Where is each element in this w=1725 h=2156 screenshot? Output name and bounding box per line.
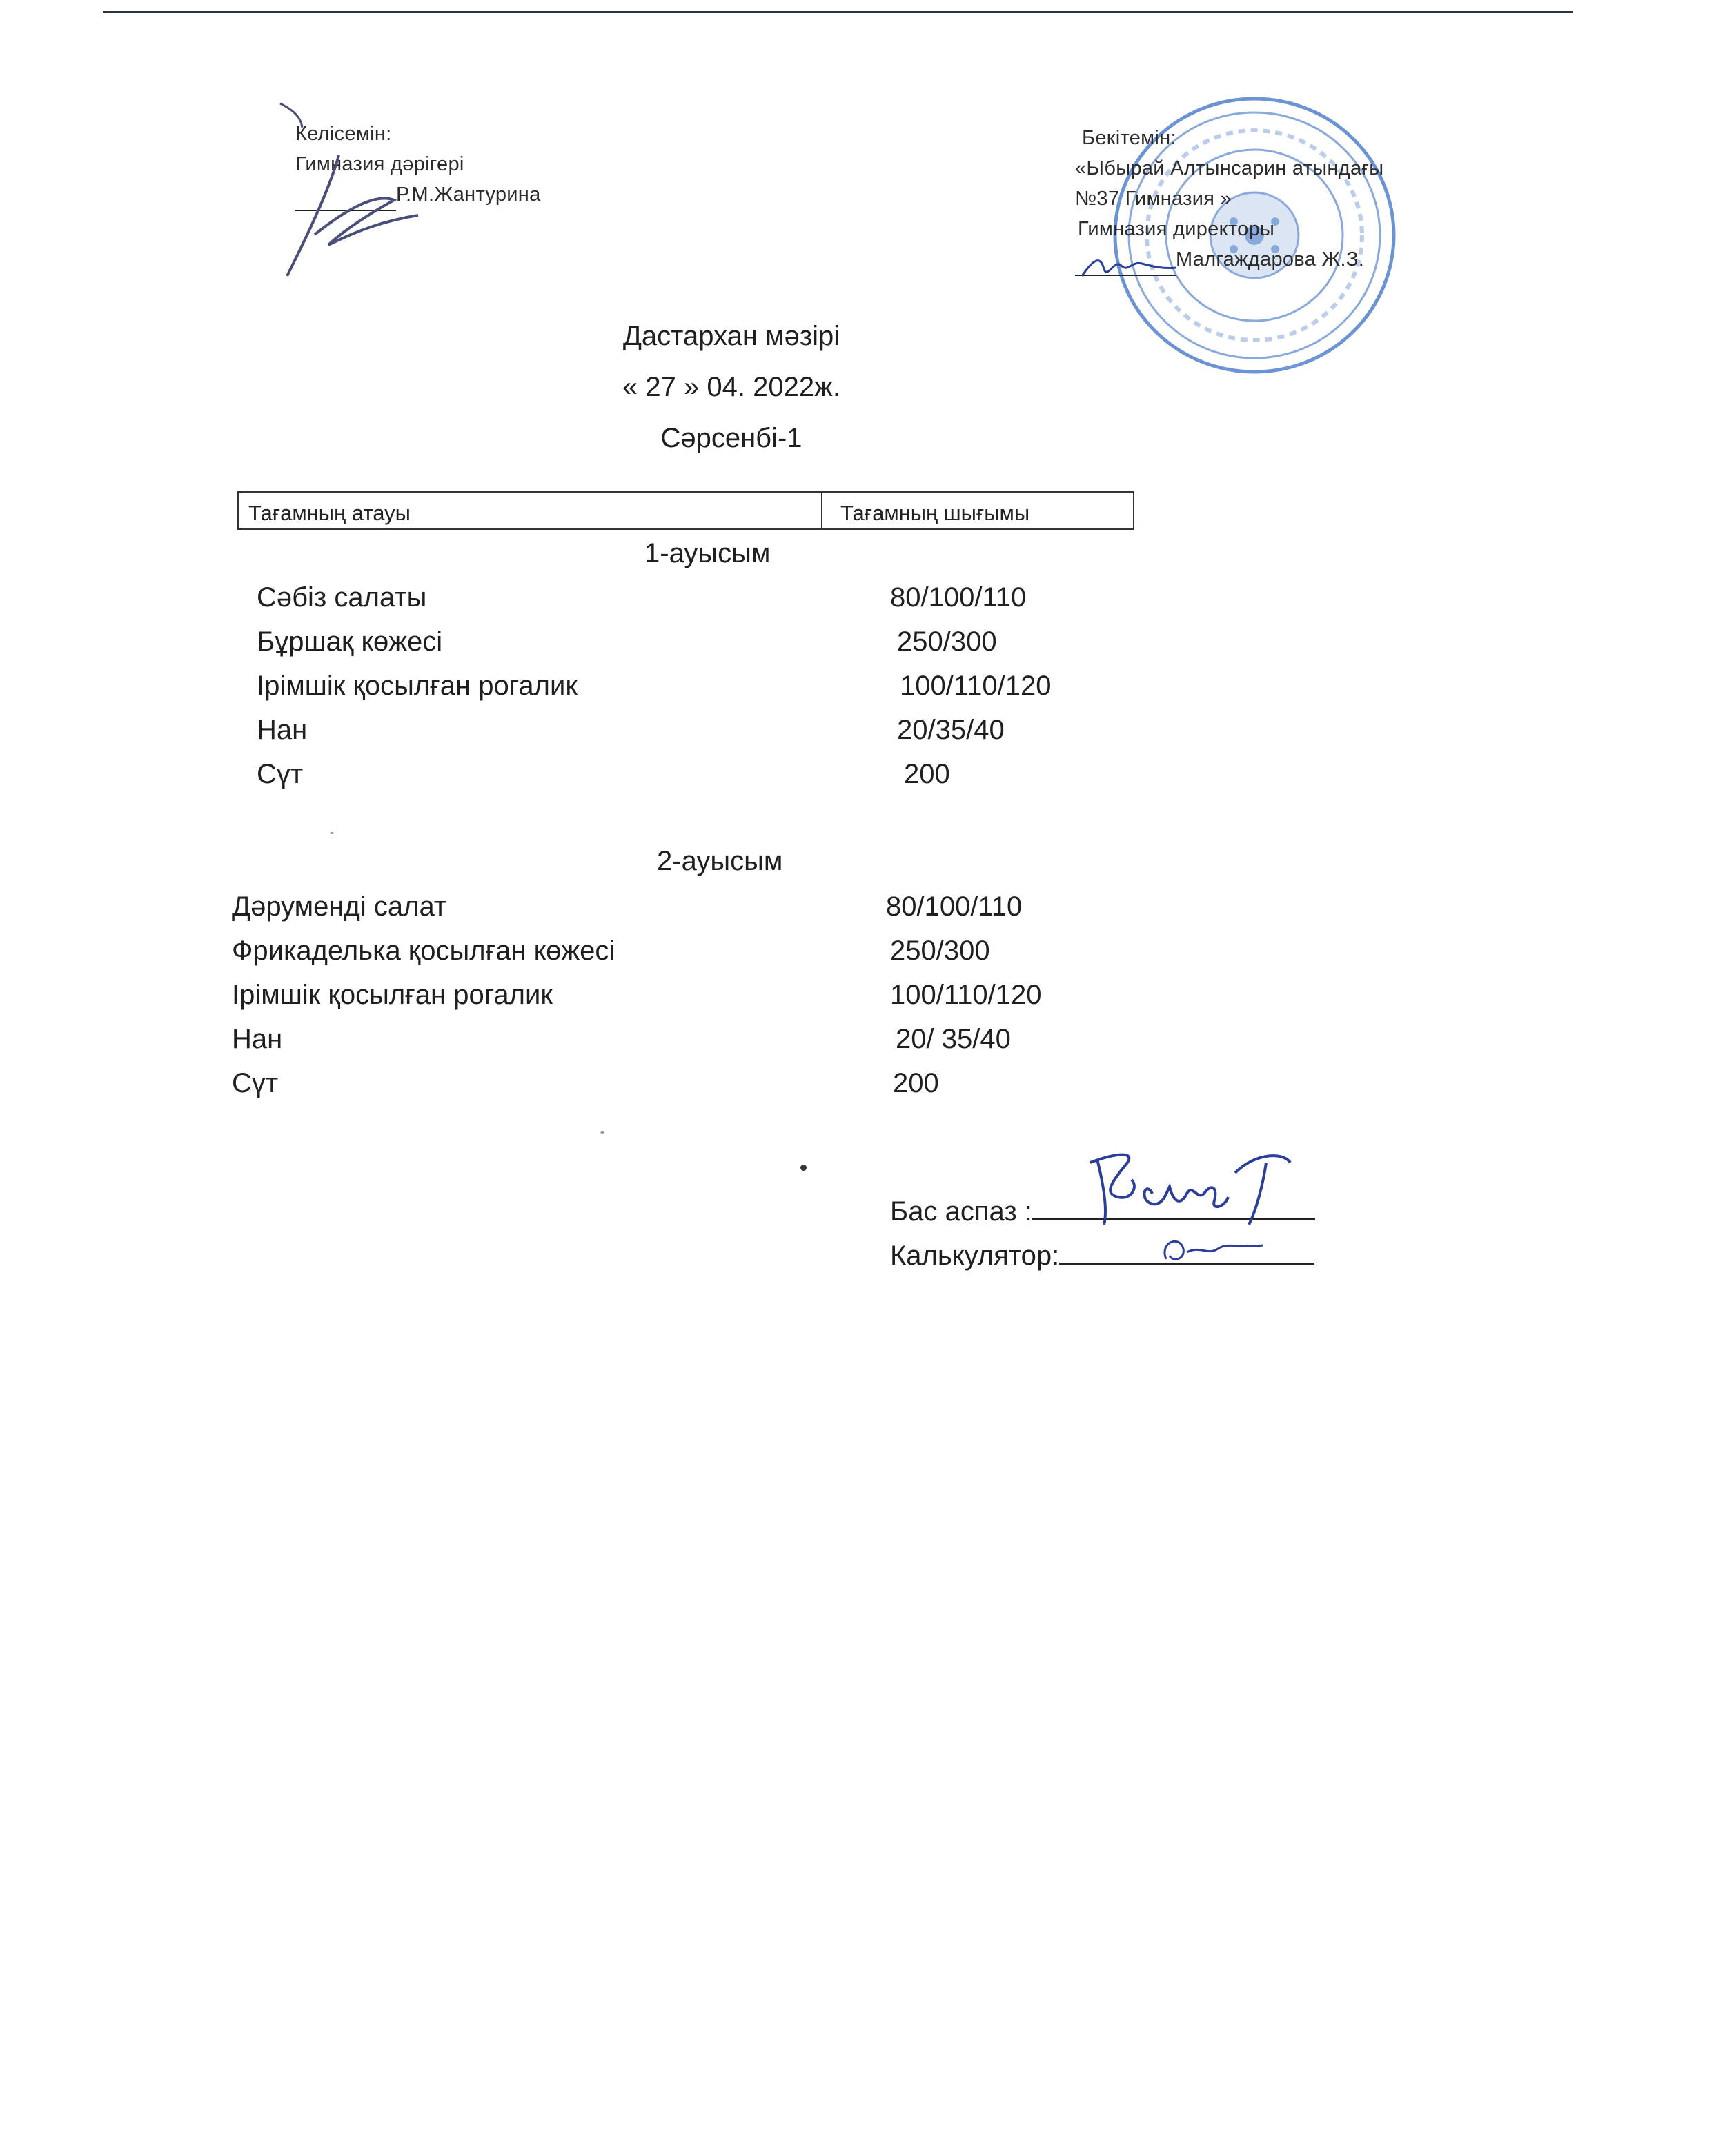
agreed-heading: Келісемін: — [295, 123, 392, 145]
shift-2-portion: 200 — [893, 1068, 939, 1098]
calculator-signature-icon — [1152, 1228, 1270, 1269]
menu-title-block — [538, 310, 925, 464]
doctor-signature-icon — [273, 97, 425, 290]
shift-1-portion: 80/100/110 — [890, 582, 1027, 613]
director-signature-icon — [1076, 248, 1180, 290]
calculator-label: Калькулятор: — [890, 1240, 1060, 1271]
scan-margin — [1573, 0, 1725, 2156]
shift-1-portion: 20/35/40 — [897, 715, 1005, 745]
approved-role: Гимназия директоры — [1078, 218, 1275, 240]
scan-speck — [330, 832, 334, 834]
shift-2-dish: Нан — [232, 1024, 283, 1054]
approved-name: Малгаждарова Ж.З. — [1176, 248, 1365, 270]
shift-1-dish: Ірімшік қосылған рогалик — [257, 671, 578, 701]
agreed-name: Р.М.Жантурина — [396, 184, 541, 206]
shift-2-dish: Фрикаделька қосылған көжесі — [232, 936, 615, 966]
shift-2-label: 2-ауысым — [657, 846, 783, 876]
shift-1-dish: Нан — [257, 715, 308, 745]
shift-2-dish: Ірімшік қосылған рогалик — [232, 980, 553, 1010]
shift-2-portion: 20/ 35/40 — [896, 1024, 1011, 1054]
menu-date: « 27 » 04. 2022ж. — [622, 372, 840, 402]
shift-2-dish: Дәруменді салат — [232, 891, 447, 922]
chef-label: Бас аспаз : — [890, 1196, 1032, 1227]
menu-table-header — [237, 491, 1134, 530]
menu-day: Сәрсенбі-1 — [660, 423, 802, 453]
approved-heading: Бекітемін: — [1082, 127, 1176, 149]
column-header-dish: Тағамның атауы — [239, 493, 822, 528]
column-header-portion: Тағамның шығымы — [840, 501, 1030, 525]
shift-1-dish: Бұршақ көжесі — [257, 626, 443, 657]
shift-1-dish: Сәбіз салаты — [257, 582, 427, 613]
shift-1-portion: 200 — [904, 759, 950, 789]
shift-1-dish: Сүт — [257, 759, 304, 789]
shift-2-dish: Сүт — [232, 1068, 279, 1098]
approved-school-line2: №37 Гимназия » — [1075, 188, 1232, 210]
shift-1-portion: 100/110/120 — [900, 671, 1052, 701]
scan-speck — [800, 1165, 807, 1171]
approved-school-line1: «Ыбырай Алтынсарин атындағы — [1075, 157, 1384, 179]
shift-2-portion: 100/110/120 — [890, 980, 1042, 1010]
chef-signature-icon — [1076, 1145, 1311, 1235]
menu-title: Дастархан мәзірі — [622, 321, 840, 351]
shift-1-portion: 250/300 — [897, 626, 997, 657]
shift-2-portion: 80/100/110 — [886, 891, 1023, 922]
scan-speck — [600, 1131, 604, 1134]
shift-2-portion: 250/300 — [890, 936, 990, 966]
scan-top-edge — [103, 11, 1573, 13]
agreed-role: Гимназия дәрігері — [295, 153, 464, 175]
shift-1-label: 1-ауысым — [644, 538, 771, 568]
